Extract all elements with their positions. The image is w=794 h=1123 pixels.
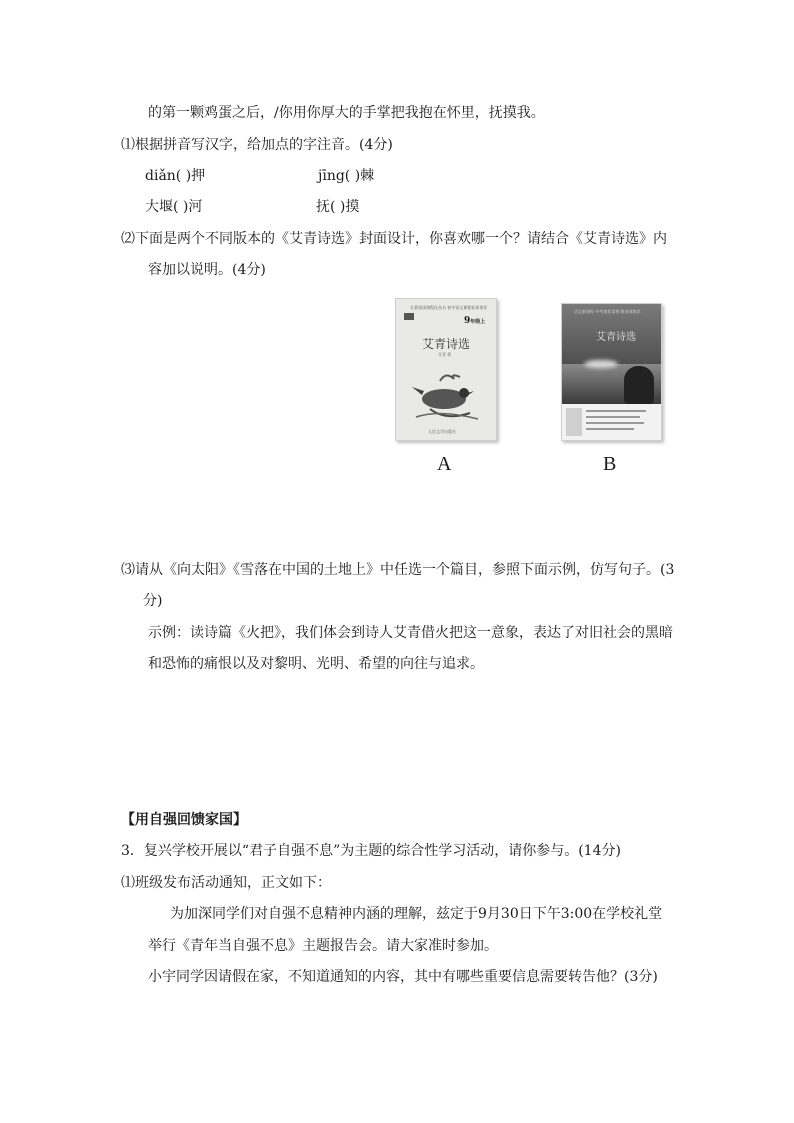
question-2-instruction-cont: 容加以说明。(4分) (148, 262, 266, 278)
subquestion-1: ⑴班级发布活动通知，正文如下： (121, 875, 331, 891)
section-heading: 【用自强回馈家国】 (121, 812, 247, 828)
cover-b-label: B (603, 453, 617, 475)
book-cover-b (561, 303, 662, 441)
example-text: 示例：读诗篇《火把》，我们体会到诗人艾青借火把这一意象，表达了对旧社会的黑暗 (148, 625, 673, 641)
pinyin-item-fumo: 抚( )摸 (316, 199, 360, 215)
question-2-instruction: ⑵下面是两个不同版本的《艾青诗选》封面设计，你喜欢哪一个？请结合《艾青诗选》内 (121, 231, 667, 247)
poet-portrait (624, 366, 654, 404)
cover-b-title: 艾青诗选 (596, 332, 636, 343)
cover-a-label: A (437, 453, 452, 475)
pinyin-item-dian: diǎn( )押 (145, 168, 206, 184)
notice-text-cont: 举行《青年当自强不息》主题报告会。请大家准时参加。 (148, 938, 498, 954)
pinyin-item-jing: jīng( )棘 (318, 168, 375, 184)
cover-a-title: 艾青诗选 (422, 337, 471, 351)
example-text-cont: 和恐怖的痛恨以及对黎明、光明、希望的向往与追求。 (148, 656, 484, 672)
cover-b-top-text: 语文新课标·中考推荐读物·教育部推荐 (574, 309, 641, 314)
cover-a-top-text: 名著阅读课程化丛书·初中语文课程标准推荐 (410, 305, 488, 310)
cover-a-author: 艾青 著 (438, 352, 452, 357)
cover-a-publisher: 人民文学出版社 (428, 429, 456, 434)
line-1: 的第一颗鸡蛋之后，/你用你厚大的手掌把我抱在怀里，抚摸我。 (148, 105, 545, 121)
subquestion-1-prompt: 小宇同学因请假在家，不知道通知的内容，其中有哪些重要信息需要转告他？(3分) (148, 969, 658, 985)
cover-a-grade: 9年级上 (464, 316, 486, 326)
book-cover-a (395, 298, 497, 441)
notice-text: 为加深同学们对自强不息精神内涵的理解，兹定于9月30日下午3:00在学校礼堂 (170, 906, 663, 922)
pinyin-item-dayan: 大堰( )河 (145, 199, 203, 215)
bird-engraving-icon (410, 369, 482, 424)
question-3-instruction: ⑶请从《向太阳》《雪落在中国的土地上》中任选一个篇目，参照下面示例，仿写句子。(3 (121, 562, 675, 578)
question-3-instruction-cont: 分) (143, 593, 163, 609)
publisher-logo-icon (404, 313, 414, 320)
question-1-instruction: ⑴根据拼音写汉字，给加点的字注音。(4分) (121, 137, 393, 153)
question-3-title: 3．复兴学校开展以“君子自强不息”为主题的综合性学习活动，请你参与。(14分) (121, 843, 621, 859)
